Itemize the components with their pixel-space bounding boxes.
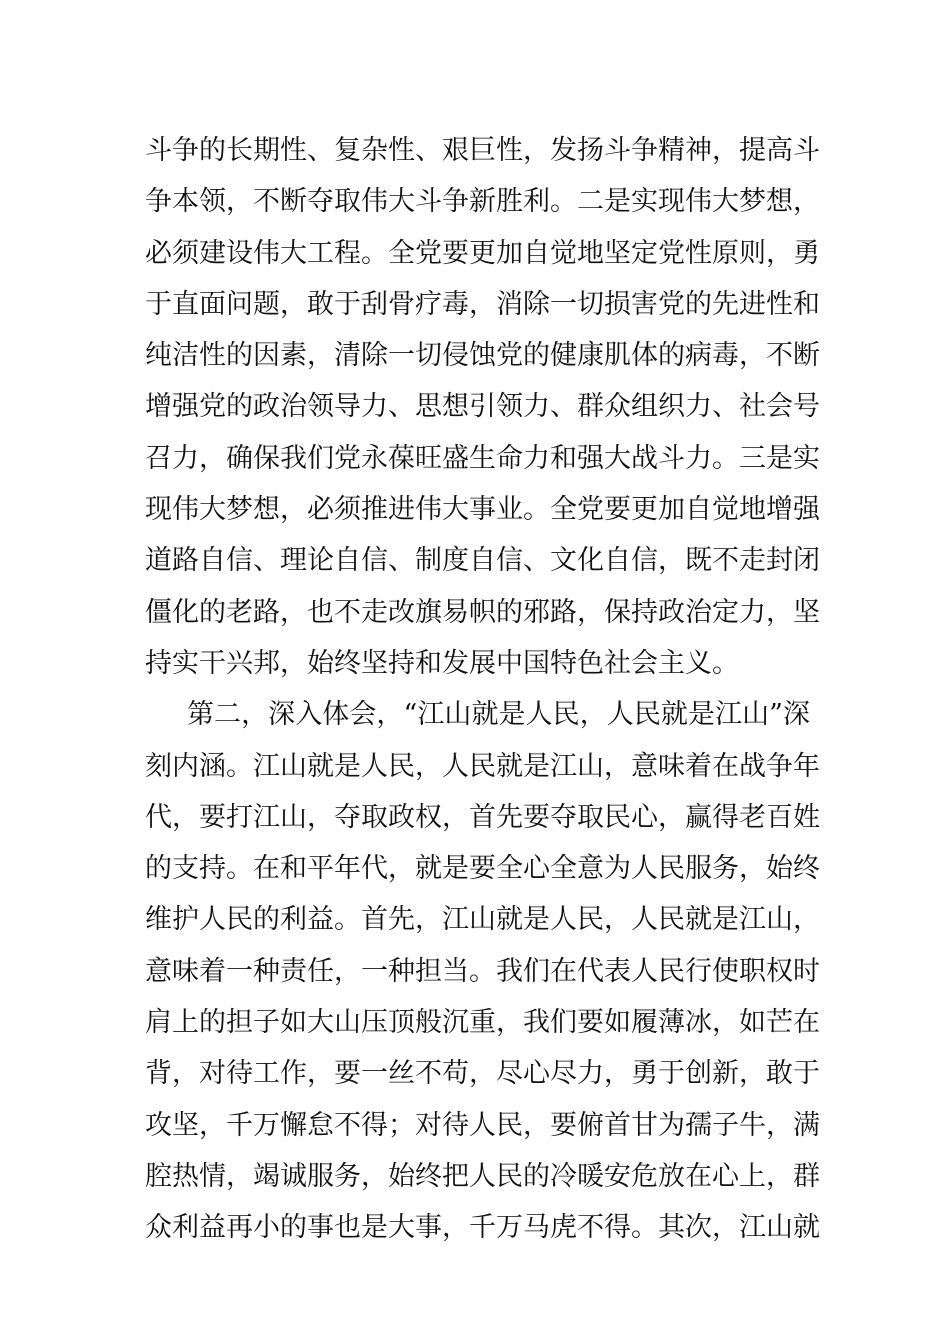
text-line: 必须建设伟大工程。全党要更加自觉地坚定党性原则，勇 xyxy=(145,237,820,269)
paragraph-start-line: 第二，深入体会，“江山就是人民，人民就是江山”深 xyxy=(187,699,810,731)
text-line: 维护人民的利益。首先，江山就是人民，人民就是江山， xyxy=(145,904,820,936)
text-line: 攻坚，千万懈怠不得；对待人民，要俯首甘为孺子牛，满 xyxy=(145,1109,820,1141)
text-line: 于直面问题，敢于刮骨疗毒，消除一切损害党的先进性和 xyxy=(145,288,820,320)
text-line: 意味着一种责任，一种担当。我们在代表人民行使职权时 xyxy=(145,955,820,987)
text-line: 刻内涵。江山就是人民，人民就是江山，意味着在战争年 xyxy=(145,750,820,782)
text-line: 的支持。在和平年代，就是要全心全意为人民服务，始终 xyxy=(145,853,820,885)
text-line: 背，对待工作，要一丝不苟，尽心尽力，勇于创新，敢于 xyxy=(145,1058,820,1090)
text-line: 争本领，不断夺取伟大斗争新胜利。二是实现伟大梦想， xyxy=(145,186,820,218)
text-line: 众利益再小的事也是大事，千万马虎不得。其次，江山就 xyxy=(145,1212,820,1244)
body-text xyxy=(145,125,820,1254)
text-line: 现伟大梦想，必须推进伟大事业。全党要更加自觉地增强 xyxy=(145,494,820,526)
text-line: 召力，确保我们党永葆旺盛生命力和强大战斗力。三是实 xyxy=(145,442,820,474)
text-line: 增强党的政治领导力、思想引领力、群众组织力、社会号 xyxy=(145,391,820,423)
text-line: 道路自信、理论自信、制度自信、文化自信，既不走封闭 xyxy=(145,545,820,577)
text-line: 代，要打江山，夺取政权，首先要夺取民心，赢得老百姓 xyxy=(145,801,820,833)
text-line: 斗争的长期性、复杂性、艰巨性，发扬斗争精神，提高斗 xyxy=(145,135,820,166)
text-line: 肩上的担子如大山压顶般沉重，我们要如履薄冰，如芒在 xyxy=(145,1007,820,1039)
text-line: 僵化的老路，也不走改旗易帜的邪路，保持政治定力，坚 xyxy=(145,596,820,628)
text-line: 纯洁性的因素，清除一切侵蚀党的健康肌体的病毒，不断 xyxy=(145,340,820,372)
text-line: 腔热情，竭诚服务，始终把人民的冷暖安危放在心上，群 xyxy=(145,1160,820,1192)
paragraph-end-line: 持实干兴邦，始终坚持和发展中国特色社会主义。 xyxy=(145,647,739,679)
